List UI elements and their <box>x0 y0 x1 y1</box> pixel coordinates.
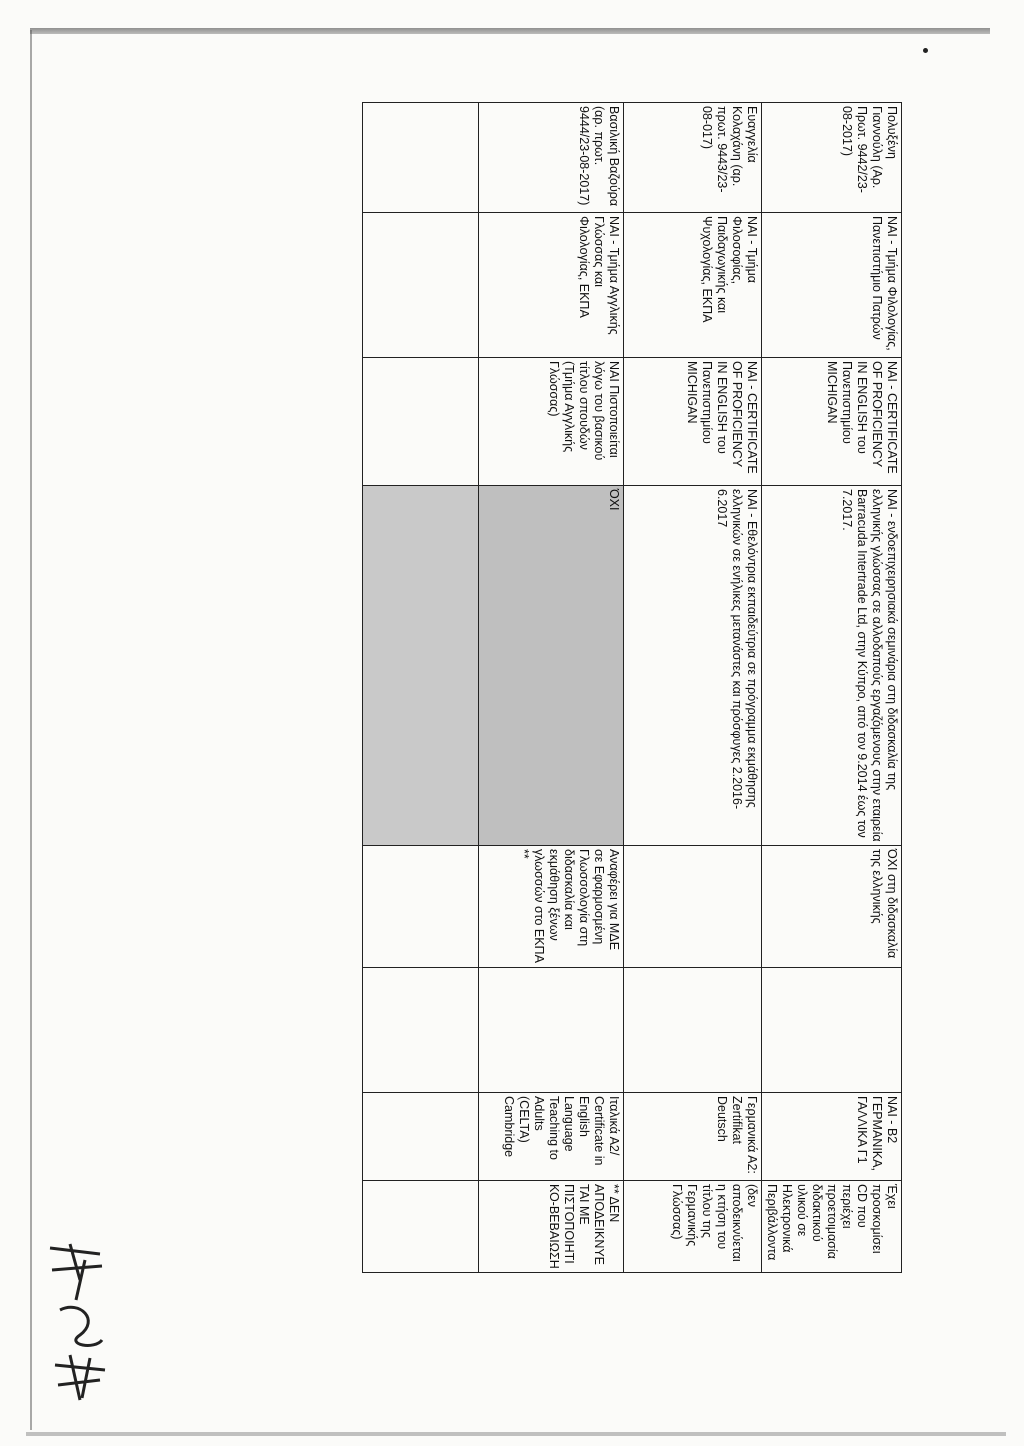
scan-top-edge <box>30 28 990 34</box>
rotated-table-wrapper <box>362 102 902 1272</box>
experience-cell <box>363 486 479 846</box>
experience-cell: ΝΑΙ - ενδοεπιχειρησιακά σεμινάρια στη διδασκαλία της ελληνικής γλώσσας σε αλλοδαπούς εργαζόμενους στην εταιρεία Barracuda Intertrade Ltd, στην Κύπρο, από τον 9.2014 έως τον 7.2017. <box>762 486 902 846</box>
candidates-table <box>362 102 902 1273</box>
english-cert-cell: ΝΑΙ Πιστοποιείται λόγω του βασικού τίτλου σπουδών (Τμήμα Αγγλικής Γλώσσας) <box>479 358 624 486</box>
languages-cell: Ιταλικά Α2/ Certificate in English Language Teaching to Adults (CELTA) Cambridge <box>479 1093 624 1181</box>
extra-cell <box>479 968 624 1093</box>
degree-cell: ΝΑΙ - Τμήμα Φιλοσοφίας, Παιδαγωγικής και Ψυχολογίας, ΕΚΠΑ <box>624 213 762 358</box>
postgrad-cell <box>363 846 479 968</box>
table-row <box>762 103 902 1273</box>
postgrad-cell: Αναφέρει για ΜΔΕ σε Εφαρμοσμένη Γλωσσολογία στη διδασκαλία και εκμάθηση ξένων γλωσσών στο ΕΚΠΑ ** <box>479 846 624 968</box>
table-row <box>479 103 624 1273</box>
notes-cell: ** ΔΕΝ ΑΠΟΔΕΙΚΝΥΕΤΑΙ ΜΕ ΠΙΣΤΟΠΟΙΗΤΙΚΟ-ΒΕΒΑΙΩΣΗ <box>479 1181 624 1273</box>
handwritten-signatures <box>40 1240 120 1410</box>
notes-cell: (δεν αποδεικνύεται η κτήση του τίτλου της Γερμανικής Γλώσσας) <box>624 1181 762 1273</box>
extra-cell <box>624 968 762 1093</box>
languages-cell <box>363 1093 479 1181</box>
languages-cell: Γερμανικά Α2: Zertifikat Deutsch <box>624 1093 762 1181</box>
extra-cell <box>762 968 902 1093</box>
degree-cell: ΝΑΙ - Τμήμα Φιλολογίας, Πανεπιστήμιο Πατρών <box>762 213 902 358</box>
degree-cell <box>363 213 479 358</box>
extra-cell <box>363 968 479 1093</box>
table-row <box>363 103 479 1273</box>
candidate-name-cell: Πολυξένη Γιαννούλη (Αρ. Πρωτ. 9442/23-08-2017) <box>762 103 902 213</box>
scan-bottom-edge <box>26 1432 1006 1436</box>
notes-cell <box>363 1181 479 1273</box>
candidate-name-cell: Βασιλική Βαζούρα (αρ. πρωτ. 9444/23-08-2017) <box>479 103 624 213</box>
experience-cell: ΝΑΙ - Εθελόντρια εκπαιδεύτρια σε πρόγραμμα εκμάθησης ελληνικών σε ενήλικες μετανάστες και πρόσφυγες 2.2016-6.2017 <box>624 486 762 846</box>
english-cert-cell <box>363 358 479 486</box>
english-cert-cell: ΝΑΙ - CERTIFICATE OF PROFICIENCY IN ENGLISH του Πανεπιστημίου MICHIGAN <box>762 358 902 486</box>
candidate-name-cell <box>363 103 479 213</box>
notes-cell: Έχει προσκομίσει CD που περιέχει προετοιμασία διδακτικού υλικού σε Ηλεκτρονικά Περιβάλλοντα <box>762 1181 902 1273</box>
experience-cell: ΌΧΙ <box>479 486 624 846</box>
degree-cell: ΝΑΙ - Τμήμα Αγγλικής Γλώσσας και Φιλολογίας, ΕΚΠΑ <box>479 213 624 358</box>
english-cert-cell: ΝΑΙ - CERTIFICATE OF PROFICIENCY IN ENGLISH του Πανεπιστημίου MICHIGAN <box>624 358 762 486</box>
candidate-name-cell: Ευαγγελία Κολαχάνη (αρ. πρωτ. 9443/23-08-017) <box>624 103 762 213</box>
scan-speck <box>923 48 928 53</box>
postgrad-cell <box>624 846 762 968</box>
languages-cell: ΝΑΙ - Β2 ΓΕΡΜΑΝΙΚΑ, ΓΑΛΛΙΚΑ Γ1 <box>762 1093 902 1181</box>
postgrad-cell: ΌΧΙ στη διδασκαλία της ελληνικής <box>762 846 902 968</box>
scan-left-edge <box>30 30 32 1430</box>
table-row <box>624 103 762 1273</box>
